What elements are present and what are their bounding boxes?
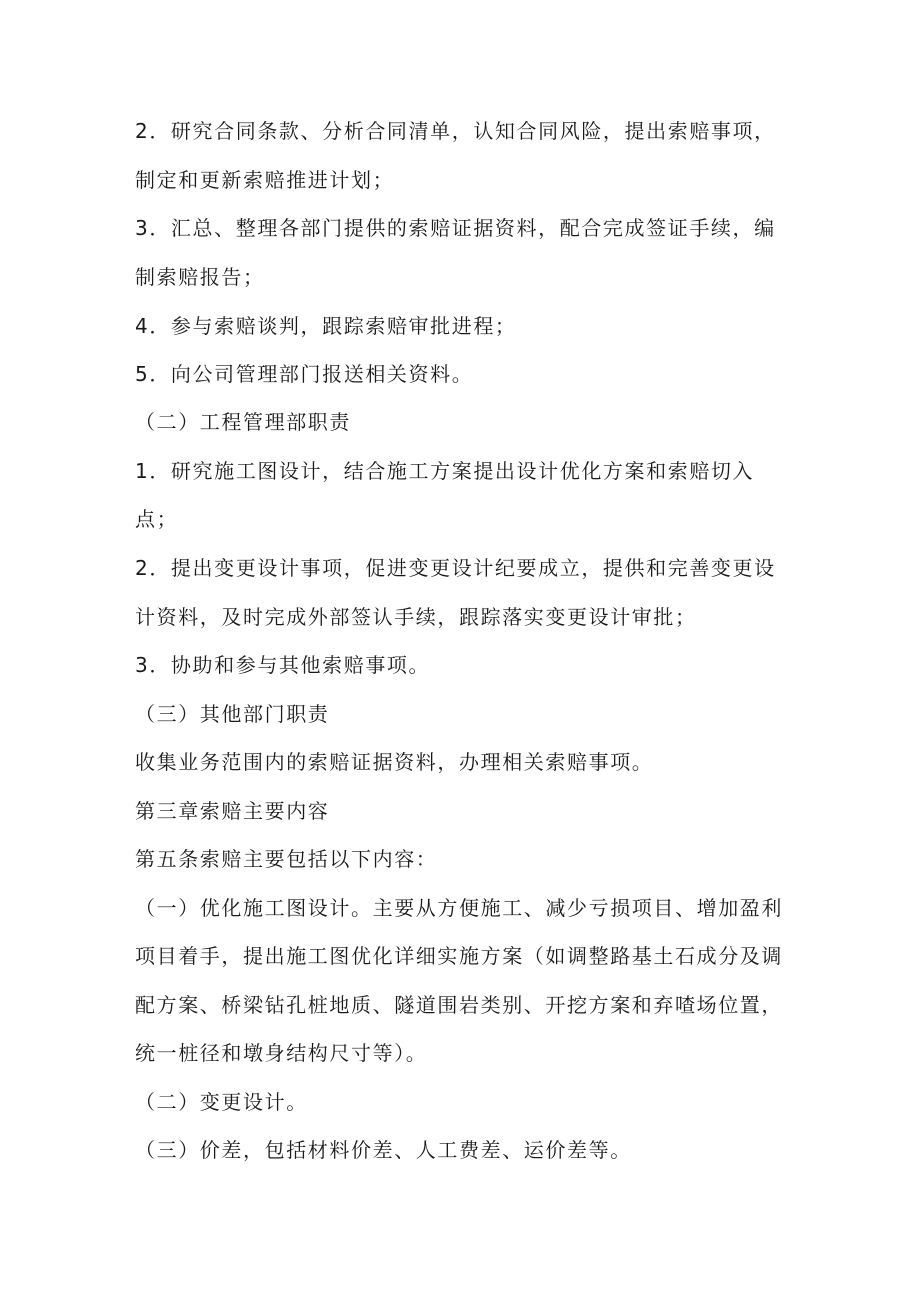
- text-line: 3．协助和参与其他索赔事项。: [135, 653, 431, 677]
- text-line: （二）变更设计。: [135, 1090, 308, 1114]
- text-line: 5．向公司管理部门报送相关资料。: [135, 362, 474, 386]
- text-line: （三）价差，包括材料价差、人工费差、运价差等。: [135, 1138, 632, 1162]
- text-line: （一）优化施工图设计。主要从方便施工、减少亏损项目、增加盈利: [135, 896, 783, 920]
- text-line: 统一桩径和墩身结构尺寸等）。: [135, 1041, 428, 1065]
- text-line: 3．汇总、整理各部门提供的索赔证据资料，配合完成签证手续，编: [135, 216, 776, 240]
- section-heading: （二）工程管理部职责: [135, 410, 351, 434]
- text-line: 收集业务范围内的索赔证据资料，办理相关索赔事项。: [135, 750, 654, 774]
- article-heading: 第五条索赔主要包括以下内容：: [135, 847, 438, 871]
- section-heading: （三）其他部门职责: [135, 702, 330, 726]
- text-line: 点；: [135, 507, 179, 531]
- text-line: 项目着手，提出施工图优化详细实施方案（如调整路基土石成分及调: [135, 944, 783, 968]
- text-line: 2．研究合同条款、分析合同清单，认知合同风险，提出索赔事项，: [135, 119, 776, 143]
- chapter-heading: 第三章索赔主要内容: [135, 799, 330, 823]
- text-line: 2．提出变更设计事项，促进变更设计纪要成立，提供和完善变更设: [135, 556, 776, 580]
- text-line: 制索赔报告；: [135, 265, 265, 289]
- text-line: 1．研究施工图设计，结合施工方案提出设计优化方案和索赔切入: [135, 459, 755, 483]
- text-line: 计资料，及时完成外部签认手续，跟踪落实变更设计审批；: [135, 605, 697, 629]
- text-line: 配方案、桥梁钻孔桩地质、隧道围岩类别、开挖方案和弃喳场位置，: [135, 993, 783, 1017]
- text-line: 4．参与索赔谈判，跟踪索赔审批进程；: [135, 314, 517, 338]
- text-line: 制定和更新索赔推进计划；: [135, 168, 395, 192]
